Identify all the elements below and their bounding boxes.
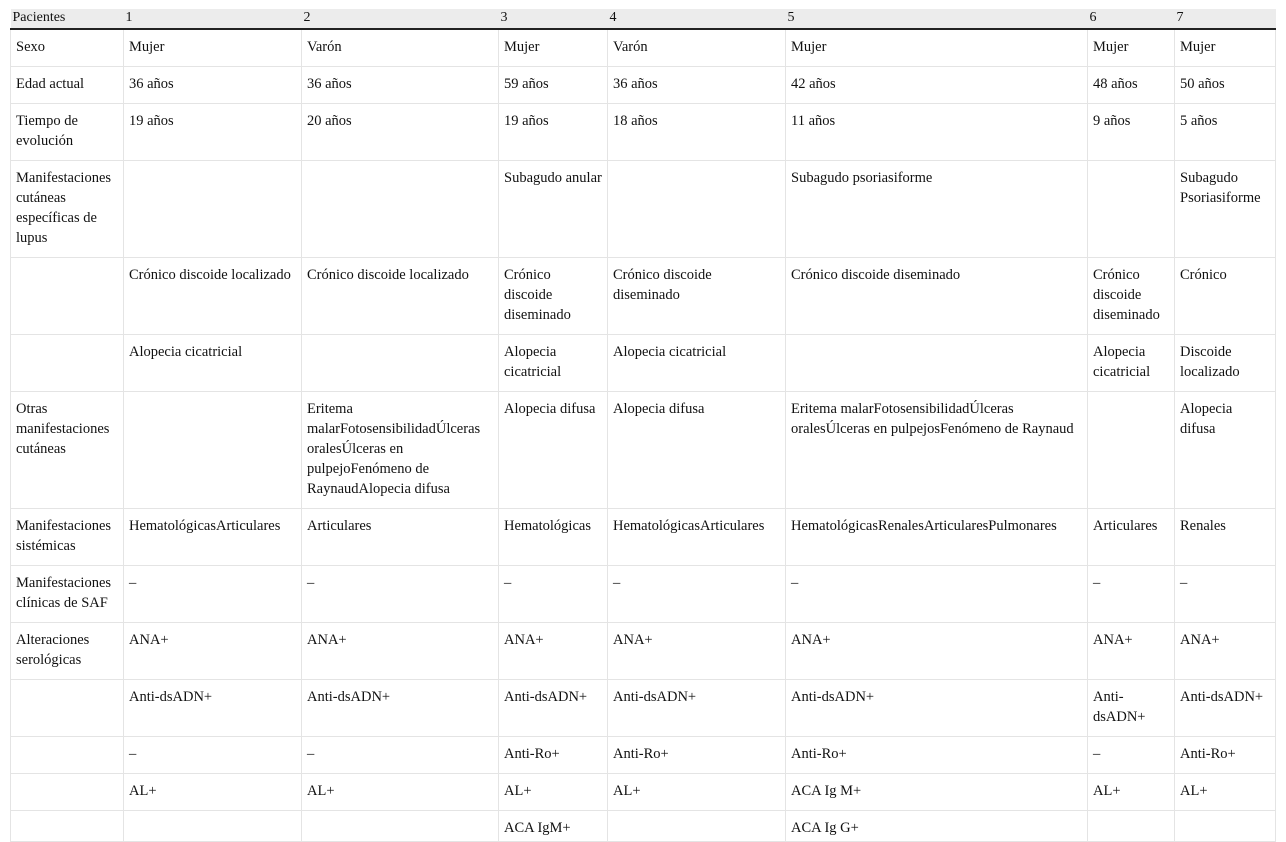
patient-2-cell [302,335,499,392]
patient-1-cell: – [124,737,302,774]
patient-5-cell: 42 años [786,67,1088,104]
patient-4-cell: HematológicasArticulares [608,509,786,566]
row-label-cell [11,774,124,811]
patient-1-cell: Alopecia cicatricial [124,335,302,392]
row-label-cell [11,811,124,842]
patient-6-cell [1088,811,1175,842]
patient-1-cell: HematológicasArticulares [124,509,302,566]
patient-5-cell [786,335,1088,392]
patient-7-cell: 50 años [1175,67,1276,104]
patient-6-cell: Alopecia cicatricial [1088,335,1175,392]
patient-6-cell: – [1088,737,1175,774]
patient-3-cell: Crónico discoide diseminado [499,258,608,335]
table-row [11,392,1276,509]
patient-4-cell: Varón [608,29,786,67]
header-cell: 1 [124,9,302,29]
patient-2-cell: Varón [302,29,499,67]
header-cell: 5 [786,9,1088,29]
row-label-cell: Manifestaciones cutáneas específicas de lupus [11,161,124,258]
patient-1-cell: Anti-dsADN+ [124,680,302,737]
table-row [11,623,1276,680]
table-row [11,161,1276,258]
patient-7-cell: Anti-Ro+ [1175,737,1276,774]
patient-5-cell: Subagudo psoriasiforme [786,161,1088,258]
patient-5-cell: – [786,566,1088,623]
patient-7-cell [1175,811,1276,842]
patient-5-cell: ACA Ig G+ [786,811,1088,842]
row-label-cell [11,680,124,737]
row-label-cell: Edad actual [11,67,124,104]
patient-3-cell: Anti-Ro+ [499,737,608,774]
patient-4-cell: AL+ [608,774,786,811]
patient-6-cell [1088,392,1175,509]
patient-2-cell [302,811,499,842]
row-label-cell: Tiempo de evolución [11,104,124,161]
patient-5-cell: Crónico discoide diseminado [786,258,1088,335]
patient-3-cell: Alopecia difusa [499,392,608,509]
patient-7-cell: Crónico [1175,258,1276,335]
patient-7-cell: Subagudo Psoriasiforme [1175,161,1276,258]
patients-table [10,9,1276,842]
patient-4-cell [608,811,786,842]
row-label-cell: Manifestaciones sistémicas [11,509,124,566]
patient-1-cell: AL+ [124,774,302,811]
patient-4-cell: 36 años [608,67,786,104]
header-cell: Pacientes [11,9,124,29]
patient-5-cell: Eritema malarFotosensibilidadÚlceras oralesÚlceras en pulpejosFenómeno de Raynaud [786,392,1088,509]
table-row [11,811,1276,842]
patient-1-cell [124,392,302,509]
patient-3-cell: 59 años [499,67,608,104]
patient-2-cell: Articulares [302,509,499,566]
patient-7-cell: ANA+ [1175,623,1276,680]
patient-6-cell: Crónico discoide diseminado [1088,258,1175,335]
patient-3-cell: ANA+ [499,623,608,680]
patient-3-cell: Hematológicas [499,509,608,566]
patient-1-cell: Mujer [124,29,302,67]
row-label-cell: Otras manifestaciones cutáneas [11,392,124,509]
patient-3-cell: – [499,566,608,623]
patient-1-cell: Crónico discoide localizado [124,258,302,335]
patient-2-cell: Eritema malarFotosensibilidadÚlceras oralesÚlceras en pulpejoFenómeno de RaynaudAlopecia difusa [302,392,499,509]
table-row [11,29,1276,67]
patient-7-cell: AL+ [1175,774,1276,811]
patient-7-cell: Mujer [1175,29,1276,67]
patient-6-cell: Mujer [1088,29,1175,67]
patient-1-cell: ANA+ [124,623,302,680]
patient-5-cell: ANA+ [786,623,1088,680]
table-row [11,680,1276,737]
patient-1-cell: 36 años [124,67,302,104]
patient-7-cell: Alopecia difusa [1175,392,1276,509]
patient-4-cell: Alopecia difusa [608,392,786,509]
patient-1-cell: 19 años [124,104,302,161]
header-cell: 3 [499,9,608,29]
table-row [11,774,1276,811]
row-label-cell [11,737,124,774]
patient-6-cell: AL+ [1088,774,1175,811]
patient-2-cell: ANA+ [302,623,499,680]
header-cell: 2 [302,9,499,29]
patient-7-cell: Discoide localizado [1175,335,1276,392]
table-header-row [11,9,1276,29]
row-label-cell [11,335,124,392]
patient-3-cell: Alopecia cicatricial [499,335,608,392]
table-body [11,29,1276,842]
patient-5-cell: Mujer [786,29,1088,67]
patient-5-cell: Anti-dsADN+ [786,680,1088,737]
patient-7-cell: 5 años [1175,104,1276,161]
patient-3-cell: ACA IgM+ [499,811,608,842]
table-row [11,335,1276,392]
patient-2-cell [302,161,499,258]
patient-6-cell [1088,161,1175,258]
patient-3-cell: Anti-dsADN+ [499,680,608,737]
patient-4-cell: Crónico discoide diseminado [608,258,786,335]
patients-table-container [10,9,1275,842]
patient-2-cell: – [302,737,499,774]
patient-2-cell: Anti-dsADN+ [302,680,499,737]
patient-4-cell: 18 años [608,104,786,161]
patient-6-cell: Articulares [1088,509,1175,566]
patient-4-cell: ANA+ [608,623,786,680]
patient-5-cell: HematológicasRenalesArticularesPulmonares [786,509,1088,566]
table-row [11,258,1276,335]
row-label-cell [11,258,124,335]
table-row [11,509,1276,566]
row-label-cell: Manifestaciones clínicas de SAF [11,566,124,623]
patient-6-cell: – [1088,566,1175,623]
table-row [11,566,1276,623]
patient-3-cell: Subagudo anular [499,161,608,258]
patient-6-cell: ANA+ [1088,623,1175,680]
patient-6-cell: 9 años [1088,104,1175,161]
patient-5-cell: 11 años [786,104,1088,161]
table-row [11,737,1276,774]
patient-7-cell: Renales [1175,509,1276,566]
patient-4-cell: – [608,566,786,623]
patient-2-cell: 20 años [302,104,499,161]
table-row [11,67,1276,104]
patient-3-cell: AL+ [499,774,608,811]
patient-6-cell: Anti-dsADN+ [1088,680,1175,737]
patient-2-cell: AL+ [302,774,499,811]
patient-7-cell: Anti-dsADN+ [1175,680,1276,737]
patient-3-cell: Mujer [499,29,608,67]
header-cell: 7 [1175,9,1276,29]
patient-4-cell [608,161,786,258]
patient-2-cell: Crónico discoide localizado [302,258,499,335]
patient-4-cell: Anti-dsADN+ [608,680,786,737]
patient-1-cell [124,811,302,842]
patient-2-cell: 36 años [302,67,499,104]
patient-2-cell: – [302,566,499,623]
row-label-cell: Sexo [11,29,124,67]
header-cell: 4 [608,9,786,29]
patient-1-cell: – [124,566,302,623]
patient-1-cell [124,161,302,258]
row-label-cell: Alteraciones serológicas [11,623,124,680]
patient-4-cell: Alopecia cicatricial [608,335,786,392]
table-row [11,104,1276,161]
patient-7-cell: – [1175,566,1276,623]
patient-5-cell: ACA Ig M+ [786,774,1088,811]
patient-4-cell: Anti-Ro+ [608,737,786,774]
patient-5-cell: Anti-Ro+ [786,737,1088,774]
patient-3-cell: 19 años [499,104,608,161]
header-cell: 6 [1088,9,1175,29]
patient-6-cell: 48 años [1088,67,1175,104]
